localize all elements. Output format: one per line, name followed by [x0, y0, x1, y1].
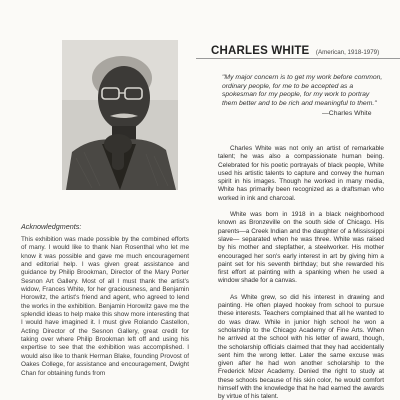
bio-paragraph: As White grew, so did his interest in drawing and painting. He often played hookey from school to pursue these interests. Teachers complained that all he wanted to do was draw. While in junior high school he won a scholarship to the Chicago Academy of Fine Arts. When he arrived at the school with his letter of award, though, the scholarship officials claimed that they had accidentally sent him the wrong letter. Later the same excuse was given after he had won another scholarship to the Frederick Mizer Academy. Denied the right to study at these schools because of his skin color, he would comfort himself with the knowledge that he had earned the awards by virtue of his talent. [218, 293, 384, 400]
header-divider [196, 58, 400, 59]
biography-text [218, 145, 384, 400]
portrait-image [62, 40, 178, 190]
quote-attribution: —Charles White [322, 110, 372, 117]
acknowledgments-heading: Acknowledgments: [21, 222, 82, 231]
bio-paragraph: White was born in 1918 in a black neighborhood known as Bronzeville on the south side of Chicago. His parents—a Creek Indian and the daughter of a Mississippi slave— separated when he was three. White was raised by his mother and stepfather, a steelworker. His mother encouraged her son's early interest in art by giving him a paint set for his seventh birthday; but she rewarded his first effort at painting with a spanking when he used a window shade for a canvas. [218, 211, 384, 285]
artist-header [211, 41, 379, 59]
artist-quote: "My major concern is to get my work before common, ordinary people, for me to be accepted as a spokesman for my people, for my work to portray them better and to be rich and meaningful to them." [222, 74, 383, 107]
artist-dates: (American, 1918-1979) [315, 49, 380, 56]
artist-name: CHARLES WHITE [211, 45, 310, 57]
artist-portrait-photo [62, 40, 178, 190]
bio-paragraph: Charles White was not only an artist of remarkable talent; he was also a compassionate human being. Celebrated for his poetic portrayals of black people, White used his artistic talents to capture and convey the human spirit in his images. Though he worked in many media, White has primarily been recognized as a draftsman who worked in ink and charcoal. [218, 145, 384, 202]
acknowledgments-text: This exhibition was made possible by the combined efforts of many. I would like to thank Nan Rosenthal who let me know it was possible and gave me much encouragement and editorial help. I was given great assistance and guidance by Philip Brookman, Director of the Mary Porter Sesnon Art Gallery. Most of all I must thank the artist's widow, Frances White, for her graciousness, and Benjamin Horowitz, the artist's friend and agent, who agreed to lend the works in the exhibition. Benjamin Horowitz gave me the splendid ideas to help make this show more interesting that I would have imagined it. I must give Rolando Castellon, Acting Director of the Sesnon Gallery, great credit for taking over where Philip Brookman left off and using his expertise to see that the exhibition was accomplished. I would also like to thank Herman Blake, founding Provost of Oakes College, for assistance and encouragement, Dwight Chan for obtaining funds from [21, 236, 189, 377]
